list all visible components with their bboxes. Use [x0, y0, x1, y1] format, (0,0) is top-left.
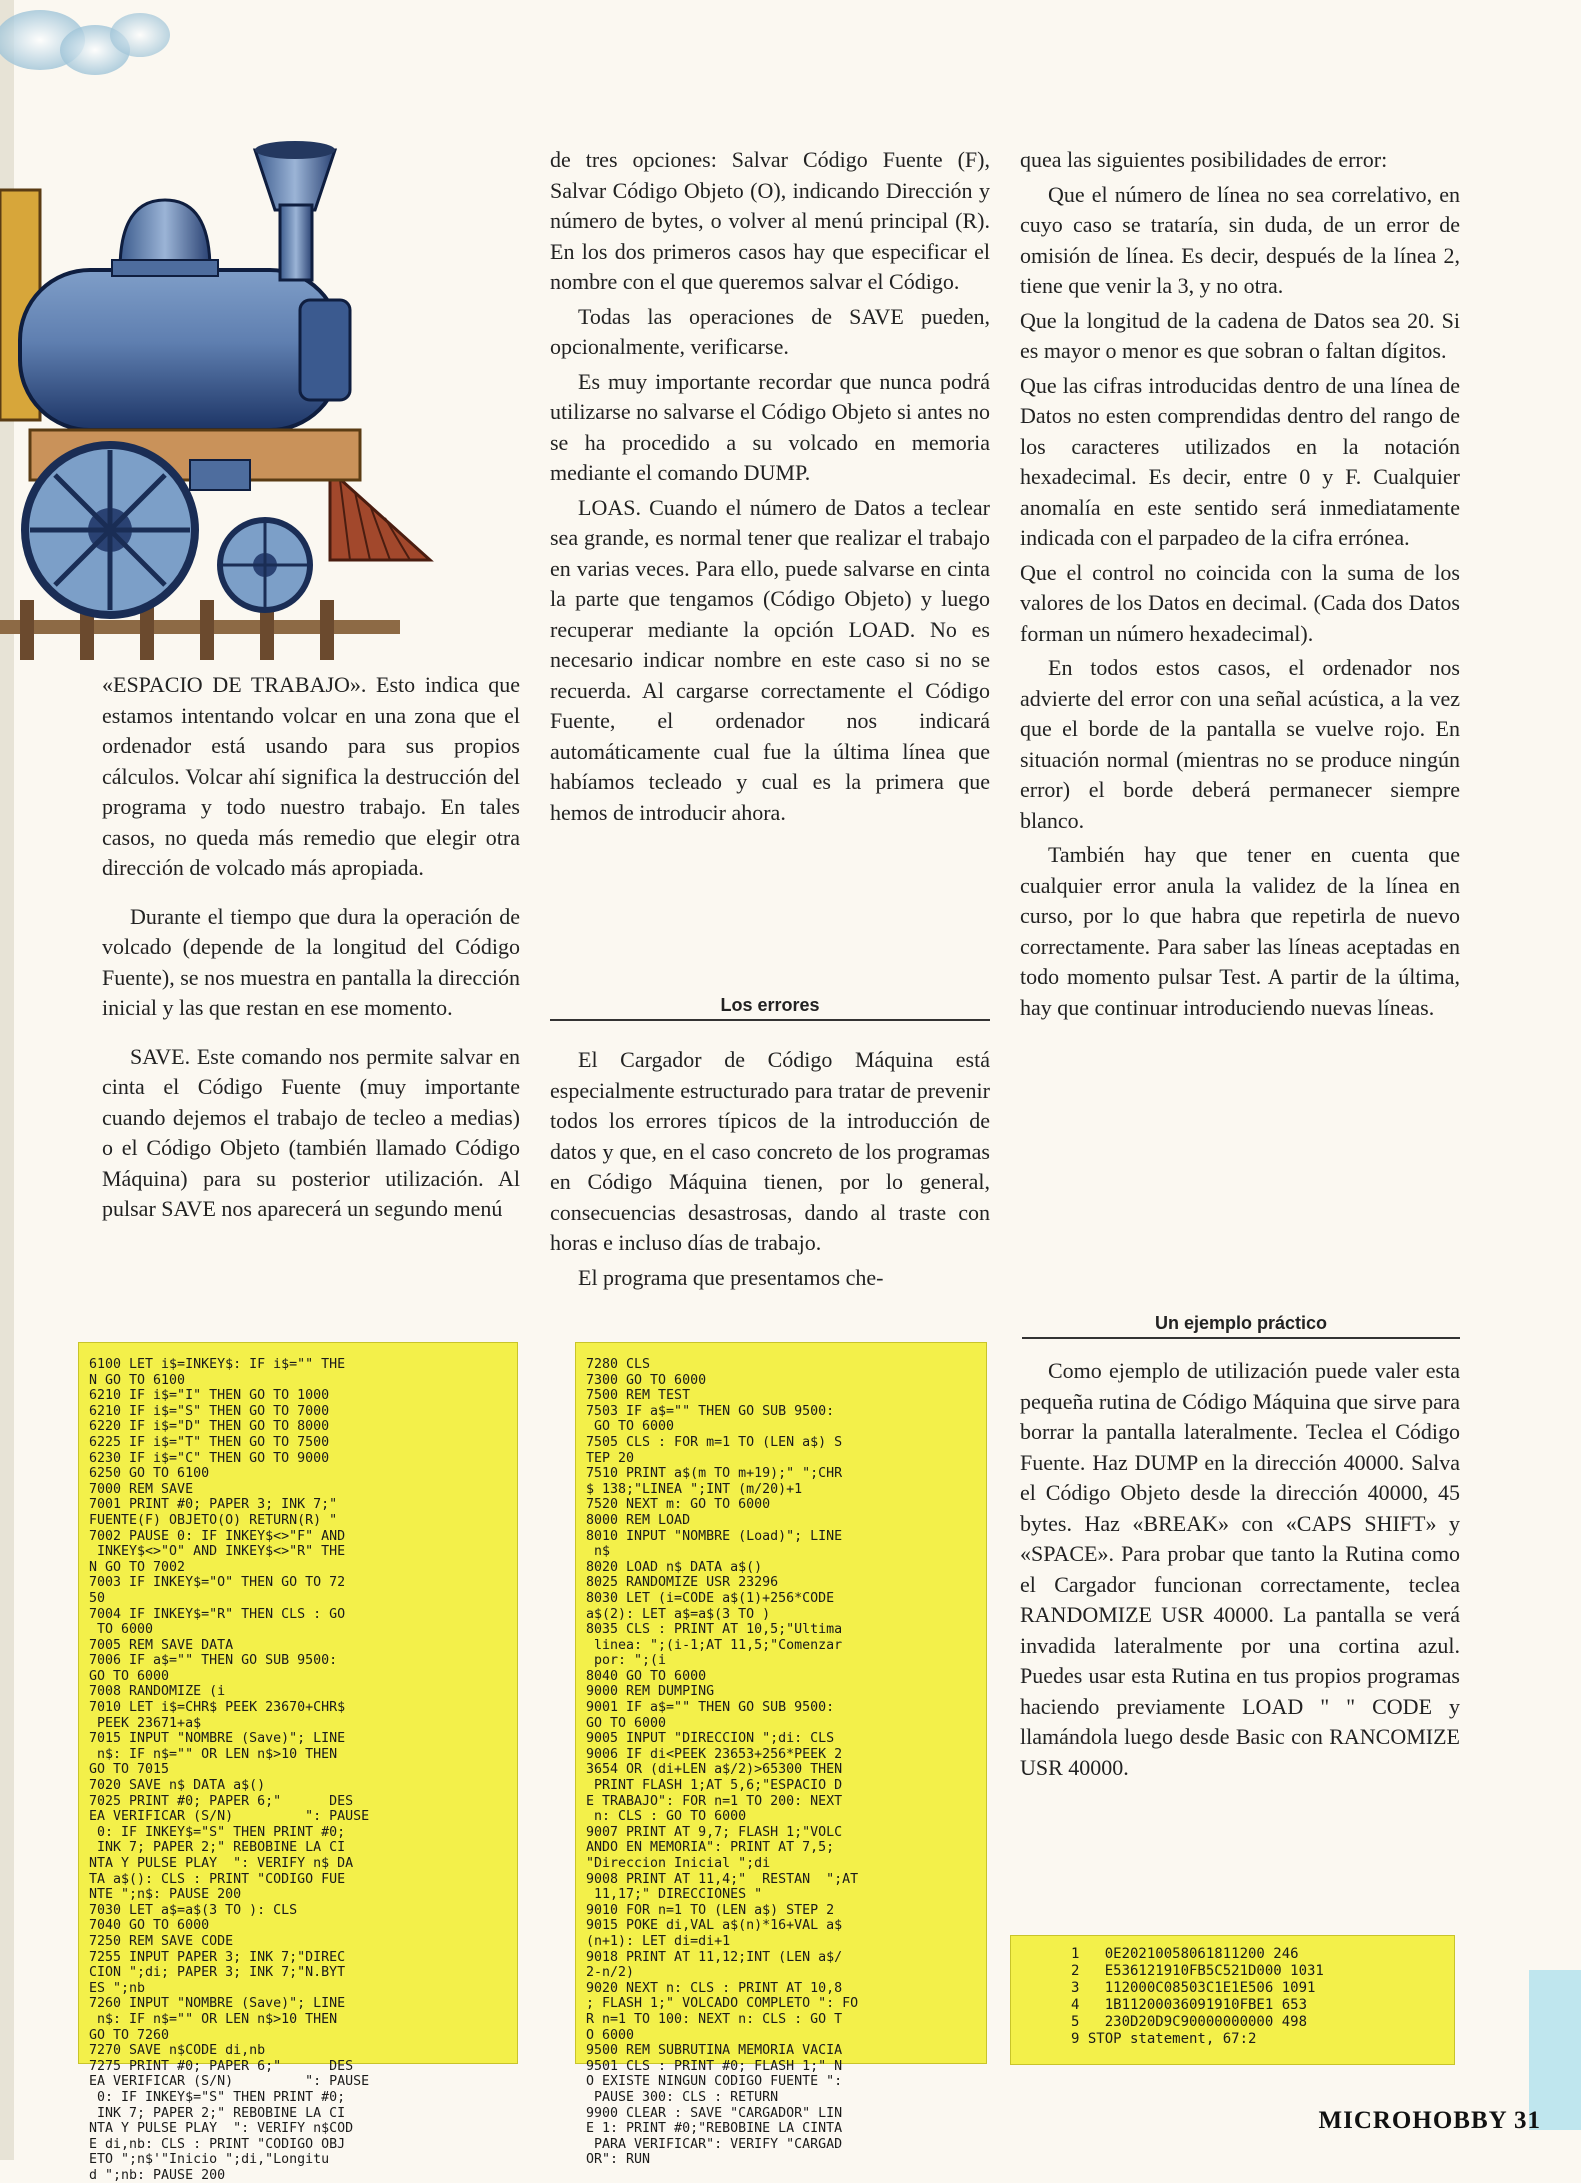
col3-paragraph-6: En todos estos casos, el ordenador nos advierte del error con una señal acústica, a la vez que el borde de la pantalla se vuelve rojo. En situación normal (mientras no se produce ningún error) el borde deberá permanecer siempre blanco.	[1020, 655, 1460, 833]
basic-listing-1: 6100 LET i$=INKEY$: IF i$="" THE N GO TO 6100 6210 IF i$="I" THEN GO TO 1000 6210 IF i$="S" THEN GO TO 7000 6220 IF i$="D" THEN GO TO 8000 6225 IF i$="T" THEN GO TO 7500 6230 IF i$="C" THEN GO TO 9000 6250 GO TO 6100 7000 REM SAVE 7001 PRINT #0; PAPER 3; INK 7;" FUENTE(F) OBJETO(O) RETURN(R) " 7002 PAUSE 0: IF INKEY$<>"F" AND INKEY$<>"O" AND INKEY$<>"R" THE N GO TO 7002 7003 IF INKEY$="O" THEN GO TO 72 50 7004 IF INKEY$="R" THEN CLS : GO TO 6000 7005 REM SAVE DATA 7006 IF a$="" THEN GO SUB 9500: GO TO 6000 7008 RANDOMIZE (i 7010 LET i$=CHR$ PEEK 23670+CHR$ PEEK 23671+a$ 7015 INPUT "NOMBRE (Save)"; LINE n$: IF n$="" OR LEN n$>10 THEN GO TO 7015 7020 SAVE n$ DATA a$() 7025 PRINT #0; PAPER 6;" DES EA VERIFICAR (S/N) ": PAUSE 0: IF INKEY$="S" THEN PRINT #0; INK 7; PAPER 2;" REBOBINE LA CI NTA Y PULSE PLAY ": VERIFY n$ DA TA a$(): CLS : PRINT "CODIGO FUE NTE ";n$: PAUSE 200 7030 LET a$=a$(3 TO ): CLS 7040 GO TO 6000 7250 REM SAVE CODE 7255 INPUT PAPER 3; INK 7;"DIREC CION ";di; PAPER 3; INK 7;"N.BYT ES ";nb 7260 INPUT "NOMBRE (Save)"; LINE n$: IF n$="" OR LEN n$>10 THEN GO TO 7260 7270 SAVE n$CODE di,nb 7275 PRINT #0; PAPER 6;" DES EA VERIFICAR (S/N) ": PAUSE 0: IF INKEY$="S" THEN PRINT #0; INK 7; PAPER 2;" REBOBINE LA CI NTA Y PULSE PLAY ": VERIFY n$COD E di,nb: CLS : PRINT "CODIGO OBJ ETO ";n$'"Inicio ";di,"Longitu d ";nb: PAUSE 200	[78, 1342, 518, 2064]
col2-paragraph-6: El programa que presentamos che-	[578, 1264, 884, 1290]
col3-paragraph-8: Como ejemplo de utilización puede valer esta pequeña rutina de Código Máquina que sirve para borrar la pantalla lateralmente. Teclea el Código Fuente. Haz DUMP en la dirección 40000. Salva el Código Objeto desde la dirección 40000, 45 bytes. Haz «BREAK» con «CAPS SHIFT» y «SPACE». Para probar que tanto la Rutina como el Cargador funcionan correctamente, teclea RANDOMIZE USR 40000. La pantalla se verá invadida lateralmente por una cortina azul. Puedes usar esta Rutina en tus propios programas haciendo previamente LOAD " " CODE y llamándola luego desde Basic con RANCOMIZE USR 40000.	[1020, 1358, 1460, 1780]
col1-paragraph-3: SAVE. Este comando nos permite salvar en cinta el Código Fuente (muy importante cuando dejemos el trabajo de tecleo a medias) o el Código Objeto (también llamado Código Máquina) para su posterior utilización. Al pulsar SAVE nos aparecerá un segundo menú	[102, 1043, 520, 1221]
page-footer	[1319, 2107, 1542, 2135]
col3-paragraph-1: quea las siguientes posibilidades de error:	[1020, 147, 1388, 172]
column-3	[1020, 145, 1460, 1023]
locomotive-illustration	[0, 0, 545, 680]
hex-data-listing: 1 0E20210058061811200 246 2 E536121910FB5C521D000 1031 3 112000C08503C1E1E506 1091 4 1B11200036091910FBE1 653 5 230D20D9C90000000000 498 9 STOP statement, 67:2	[1010, 1935, 1455, 2065]
col2-paragraph-5: El Cargador de Código Máquina está especialmente estructurado para tratar de prevenir todos los errores típicos de la introducción de datos y que, en el caso concreto de los programas en Código Máquina tienen, por lo general, consecuencias desastrosas, dando al traste con horas e incluso días de trabajo.	[550, 1047, 990, 1255]
heading-text: Los errores	[720, 995, 820, 1015]
col3-paragraph-7: También hay que tener en cuenta que cualquier error anula la validez de la línea en curso, por lo que habra que repetirla de nuevo correctamente. Para saber las líneas aceptadas en todo momento pulsar Test. A partir de la última, hay que continuar introduciendo nuevas líneas.	[1020, 842, 1460, 1020]
col3-paragraph-3: Que la longitud de la cadena de Datos sea 20. Si es mayor o menor es que sobran o faltan dígitos.	[1020, 307, 1460, 363]
heading-rule	[550, 1019, 990, 1021]
col2-paragraph-1: de tres opciones: Salvar Código Fuente (F), Salvar Código Objeto (O), indicando Dirección y número de bytes, o volver al menú principal (R). En los dos primeros casos hay que especificar el nombre con el que queremos salvar el Código.	[550, 147, 990, 294]
col2-paragraph-2: Todas las operaciones de SAVE pueden, opcionalmente, verificarse.	[550, 303, 990, 359]
col2-paragraph-4: LOAS. Cuando el número de Datos a teclear sea grande, es normal tener que realizar el trabajo en varias veces. Para ello, puede salvarse en cinta la parte que tengamos (Código Objeto) y luego recuperar mediante la opción LOAD. No es necesario indicar nombre en este caso si no se recuerda. Al cargarse correctamente el Código Fuente, el ordenador nos indicará automáticamente cual fue la última línea que habíamos tecleado y cual es la primera que hemos de introducir ahora.	[550, 494, 990, 825]
col1-paragraph-2: Durante el tiempo que dura la operación de volcado (depende de la longitud del Código Fuente), se nos muestra en pantalla la dirección inicial y las que restan en ese momento.	[102, 903, 520, 1020]
magazine-name: MICROHOBBY	[1318, 2107, 1507, 2134]
heading-rule	[1022, 1337, 1460, 1339]
column-2-lower	[550, 1045, 990, 1293]
page-number: 31	[1514, 2107, 1541, 2134]
col3-paragraph-4: Que las cifras introducidas dentro de una línea de Datos no esten comprendidas dentro del rango de los caracteres utilizados en la notación hexadecimal. Es decir, entre 0 y F. Cualquier anomalía en este sentido será inmediatamente indicada con el parpadeo de la cifra errónea.	[1020, 372, 1460, 550]
column-3-lower	[1020, 1356, 1460, 1783]
heading-text: Un ejemplo práctico	[1154, 1313, 1328, 1333]
col1-paragraph-1: «ESPACIO DE TRABAJO». Esto indica que estamos intentando volcar en una zona que el ordenador está usando para sus propios cálculos. Volcar ahí significa la destrucción del programa y todo nuestro trabajo. En tales casos, no queda más remedio que elegir otra dirección de volcado más apropiada.	[102, 672, 520, 880]
color-tab	[1529, 1970, 1581, 2130]
section-heading-ejemplo	[1022, 1310, 1460, 1339]
column-2	[550, 145, 990, 828]
section-heading-errores	[550, 992, 990, 1021]
basic-listing-2: 7280 CLS 7300 GO TO 6000 7500 REM TEST 7503 IF a$="" THEN GO SUB 9500: GO TO 6000 7505 CLS : FOR m=1 TO (LEN a$) S TEP 20 7510 PRINT a$(m TO m+19);" ";CHR $ 138;"LINEA ";INT (m/20)+1 7520 NEXT m: GO TO 6000 8000 REM LOAD 8010 INPUT "NOMBRE (Load)"; LINE n$ 8020 LOAD n$ DATA a$() 8025 RANDOMIZE USR 23296 8030 LET (i=CODE a$(1)+256*CODE a$(2): LET a$=a$(3 TO ) 8035 CLS : PRINT AT 10,5;"Ultima linea: ";(i-1;AT 11,5;"Comenzar por: ";(i 8040 GO TO 6000 9000 REM DUMPING 9001 IF a$="" THEN GO SUB 9500: GO TO 6000 9005 INPUT "DIRECCION ";di: CLS 9006 IF di<PEEK 23653+256*PEEK 2 3654 OR (di+LEN a$/2)>65300 THEN PRINT FLASH 1;AT 5,6;"ESPACIO D E TRABAJO": FOR n=1 TO 200: NEXT n: CLS : GO TO 6000 9007 PRINT AT 9,7; FLASH 1;"VOLC ANDO EN MEMORIA": PRINT AT 7,5; "Direccion Inicial ";di 9008 PRINT AT 11,4;" RESTAN ";AT 11,17;" DIRECCIONES " 9010 FOR n=1 TO (LEN a$) STEP 2 9015 POKE di,VAL a$(n)*16+VAL a$ (n+1): LET di=di+1 9018 PRINT AT 11,12;INT (LEN a$/ 2-n/2) 9020 NEXT n: CLS : PRINT AT 10,8 ; FLASH 1;" VOLCADO COMPLETO ": FO R n=1 TO 100: NEXT n: CLS : GO T O 6000 9500 REM SUBRUTINA MEMORIA VACIA 9501 CLS : PRINT #0; FLASH 1;" N O EXISTE NINGUN CODIGO FUENTE ": PAUSE 300: CLS : RETURN 9900 CLEAR : SAVE "CARGADOR" LIN E 1: PRINT #0;"REBOBINE LA CINTA PARA VERIFICAR": VERIFY "CARGAD OR": RUN	[575, 1342, 987, 2064]
col3-paragraph-2: Que el número de línea no sea correlativo, en cuyo caso se trataría, sin duda, de un error de omisión de línea. Es decir, después de la línea 2, tiene que venir la 3, y no otra.	[1020, 181, 1460, 298]
column-1	[102, 670, 520, 1225]
col2-paragraph-3: Es muy importante recordar que nunca podrá utilizarse no salvarse el Código Objeto si antes no se ha procedido a su volcado en memoria mediante el comando DUMP.	[550, 368, 990, 485]
col3-paragraph-5: Que el control no coincida con la suma de los valores de los Datos en decimal. (Cada dos Datos forman un número hexadecimal).	[1020, 559, 1460, 646]
